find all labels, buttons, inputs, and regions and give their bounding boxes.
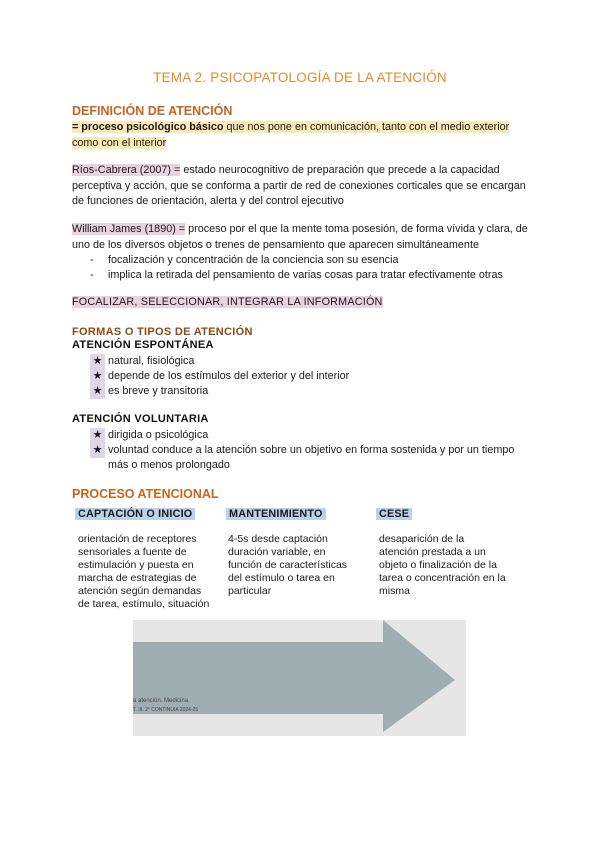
list-item bbox=[90, 369, 530, 384]
arrow-shape bbox=[133, 620, 455, 732]
text-line: 4-5s desde captación bbox=[228, 533, 328, 545]
text-line: estimulación y puesta en bbox=[78, 559, 194, 571]
rios-cabrera-text: estado neurocognitivo de preparación que precede a la capacidad perceptiva y acción, que se conforma a partir de red de conexiones corticales que se encargan de funciones de orientación, alerta y del control ejecutivo bbox=[72, 164, 526, 207]
star-icon: ★ bbox=[90, 369, 105, 384]
rios-cabrera-label: Ríos-Cabrera (2007) = bbox=[72, 164, 181, 176]
text-line: objeto o finalización de la bbox=[379, 559, 497, 571]
cese-heading: CESE bbox=[376, 508, 412, 520]
text-line: marcha de estrategias de bbox=[78, 572, 197, 584]
list-item-text: natural, fisiológica bbox=[108, 355, 195, 367]
definicion-text-2: como con el interior bbox=[72, 136, 167, 149]
captacion-text bbox=[78, 533, 209, 611]
list-item bbox=[90, 253, 530, 268]
list-item-text: dirigida o psicológica bbox=[108, 429, 209, 441]
list-item bbox=[90, 428, 530, 443]
arrow-graphic bbox=[133, 620, 466, 736]
list-item bbox=[90, 354, 530, 369]
star-icon: ★ bbox=[90, 354, 105, 369]
william-james-label: William James (1890) = bbox=[72, 223, 186, 235]
voluntaria-list bbox=[90, 428, 530, 473]
text-line: duración variable, en bbox=[228, 546, 326, 558]
definicion-bold: = proceso psicológico básico bbox=[72, 121, 224, 133]
james-list bbox=[90, 253, 530, 283]
text-line: orientación de receptores bbox=[78, 533, 197, 545]
voluntaria-heading: ATENCIÓN VOLUNTARIA bbox=[72, 413, 209, 425]
definicion-text-1: que nos pone en comunicación, tanto con el medio exterior bbox=[223, 121, 510, 133]
dash-bullet: - bbox=[90, 254, 94, 266]
definicion-heading: DEFINICIÓN DE ATENCIÓN bbox=[72, 104, 233, 118]
mantenimiento-text bbox=[228, 533, 347, 598]
text-line: tarea o concentración en la bbox=[379, 572, 506, 584]
star-icon: ★ bbox=[90, 384, 105, 399]
text-line: desaparición de la bbox=[379, 533, 465, 545]
rios-cabrera-paragraph bbox=[72, 163, 530, 210]
captacion-heading: CAPTACIÓN O INICIO bbox=[75, 508, 195, 520]
text-line: atención según demandas bbox=[78, 585, 202, 597]
image-caption-2: T. III. 2º CONTINUIA 2024-25 bbox=[133, 707, 199, 713]
espontanea-heading: ATENCIÓN ESPONTÁNEA bbox=[72, 339, 214, 351]
cese-text bbox=[379, 533, 506, 598]
list-item bbox=[90, 268, 530, 283]
espontanea-list bbox=[90, 354, 530, 399]
definicion-paragraph bbox=[72, 120, 530, 151]
focalizar-line: FOCALIZAR, SELECCIONAR, INTEGRAR LA INFORMACIÓN bbox=[72, 296, 383, 308]
text-line: función de características bbox=[228, 559, 348, 571]
page-title: TEMA 2. PSICOPATOLOGÍA DE LA ATENCIÓN bbox=[153, 70, 447, 85]
list-item-text: es breve y transitoria bbox=[108, 385, 209, 397]
mantenimiento-heading: MANTENIMIENTO bbox=[226, 508, 326, 520]
formas-heading: FORMAS O TIPOS DE ATENCIÓN bbox=[72, 326, 253, 338]
text-line: particular bbox=[228, 585, 272, 597]
star-icon: ★ bbox=[90, 443, 105, 458]
text-line: misma bbox=[379, 585, 410, 597]
list-item-text: voluntad conduce a la atención sobre un objetivo en forma sostenida y por un tiempo más o menos prolongado bbox=[108, 444, 515, 471]
text-line: sensoriales a fuente de bbox=[78, 546, 187, 558]
process-arrow-image bbox=[133, 620, 466, 736]
list-item-text: focalización y concentración de la conciencia son su esencia bbox=[108, 254, 399, 266]
proceso-heading: PROCESO ATENCIONAL bbox=[72, 487, 219, 501]
list-item bbox=[90, 384, 530, 399]
list-item-text: implica la retirada del pensamiento de varias cosas para tratar efectivamente otras bbox=[108, 269, 503, 281]
star-icon: ★ bbox=[90, 428, 105, 443]
list-item-text: depende de los estímulos del exterior y del interior bbox=[108, 370, 350, 382]
dash-bullet: - bbox=[90, 269, 94, 281]
image-caption-1: a atención. Medicina. bbox=[133, 698, 190, 704]
william-james-paragraph bbox=[72, 222, 530, 253]
text-line: del estímulo o tarea en bbox=[228, 572, 335, 584]
list-item bbox=[90, 443, 530, 473]
william-james-text: proceso por el que la mente toma posesión, de forma vívida y clara, de uno de los diversos objetos o trenes de pensamiento que aparecen simultáneamente bbox=[72, 223, 528, 251]
text-line: de tarea, estímulo, situación bbox=[78, 598, 210, 610]
text-line: atención prestada a un bbox=[379, 546, 486, 558]
